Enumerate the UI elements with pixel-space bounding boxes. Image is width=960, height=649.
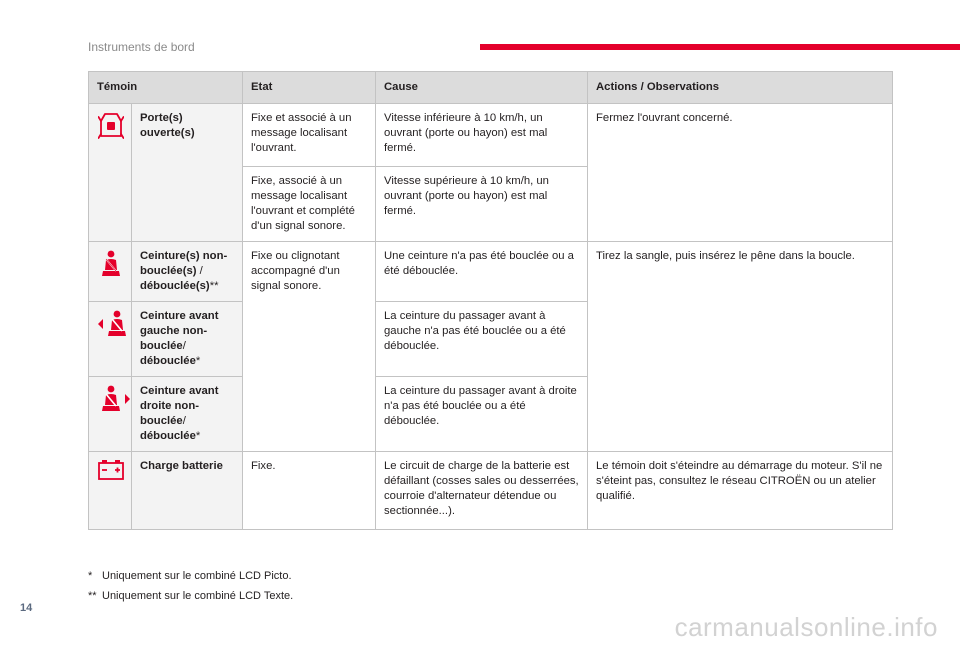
- light-name: Charge batterie: [132, 452, 243, 530]
- seatbelt-icon: [89, 242, 132, 302]
- cause-cell: Vitesse inférieure à 10 km/h, un ouvrant (porte ou hayon) est mal fermé.: [376, 104, 588, 167]
- table-row: [89, 242, 893, 302]
- footnote-text: Uniquement sur le combiné LCD Picto.: [102, 570, 292, 582]
- warning-lights-table: [88, 71, 893, 530]
- footnote-text: Uniquement sur le combiné LCD Texte.: [102, 590, 294, 602]
- action-cell: Tirez la sangle, puis insérez le pêne dans la boucle.: [588, 242, 893, 452]
- state-cell: Fixe et associé à un message localisant l'ouvrant.: [243, 104, 376, 167]
- action-cell: Le témoin doit s'éteindre au démarrage du moteur. S'il ne s'éteint pas, consultez le réseau CITROËN ou un atelier qualifié.: [588, 452, 893, 530]
- action-cell: Fermez l'ouvrant concerné.: [588, 104, 893, 242]
- light-name-part: Ceinture avant droite non-bouclée: [140, 385, 219, 427]
- footnote-marker: *: [88, 570, 93, 582]
- column-header-etat: Etat: [243, 72, 376, 104]
- column-header-actions: Actions / Observations: [588, 72, 893, 104]
- cause-cell: Une ceinture n'a pas été bouclée ou a été débouclée.: [376, 242, 588, 302]
- footnote-mark: **: [209, 280, 219, 292]
- battery-icon: [89, 452, 132, 530]
- light-name-part: débouclée: [140, 430, 196, 442]
- table-row: [89, 452, 893, 530]
- seatbelt-front-left-icon: [89, 302, 132, 377]
- state-cell: Fixe ou clignotant accompagné d'un signal sonore.: [243, 242, 376, 452]
- cause-cell: Vitesse supérieure à 10 km/h, un ouvrant (porte ou hayon) est mal fermé.: [376, 167, 588, 242]
- column-header-temoin: Témoin: [89, 72, 243, 104]
- cause-cell: Le circuit de charge de la batterie est défaillant (cosses sales ou desserrées, courroie d'alternateur détendue ou sectionnée...).: [376, 452, 588, 530]
- footnote-marker: **: [88, 590, 97, 602]
- light-name-part: Ceinture(s) non-bouclée(s): [140, 250, 228, 277]
- footnote-mark: *: [195, 430, 201, 442]
- state-cell: Fixe.: [243, 452, 376, 530]
- name-separator: /: [196, 265, 203, 277]
- light-name-part: débouclée(s): [140, 280, 210, 292]
- footnote-mark: *: [195, 355, 201, 367]
- table-header-row: [89, 72, 893, 104]
- seatbelt-front-right-icon: [89, 377, 132, 452]
- cause-cell: La ceinture du passager avant à droite n'a pas été bouclée ou a été débouclée.: [376, 377, 588, 452]
- light-name-part: débouclée: [140, 355, 196, 367]
- light-name-part: Ceinture avant gauche non-bouclée: [140, 310, 219, 352]
- footnote: [88, 590, 293, 602]
- state-cell: Fixe, associé à un message localisant l'ouvrant et complété d'un signal sonore.: [243, 167, 376, 242]
- light-name: [132, 242, 243, 302]
- door-open-icon: [89, 104, 132, 242]
- cause-cell: La ceinture du passager avant à gauche n'a pas été bouclée ou a été débouclée.: [376, 302, 588, 377]
- footnote: [88, 570, 292, 582]
- light-name: Ceinture avant droite non-bouclée/ débouclée*: [132, 377, 243, 452]
- table-row: [89, 104, 893, 167]
- column-header-cause: Cause: [376, 72, 588, 104]
- accent-bar: [480, 44, 960, 50]
- light-name: Porte(s) ouverte(s): [132, 104, 243, 242]
- page-number: 14: [20, 602, 33, 614]
- section-title: Instruments de bord: [88, 40, 195, 54]
- light-name: Ceinture avant gauche non-bouclée/ débouclée*: [132, 302, 243, 377]
- watermark: carmanualsonline.info: [674, 612, 938, 642]
